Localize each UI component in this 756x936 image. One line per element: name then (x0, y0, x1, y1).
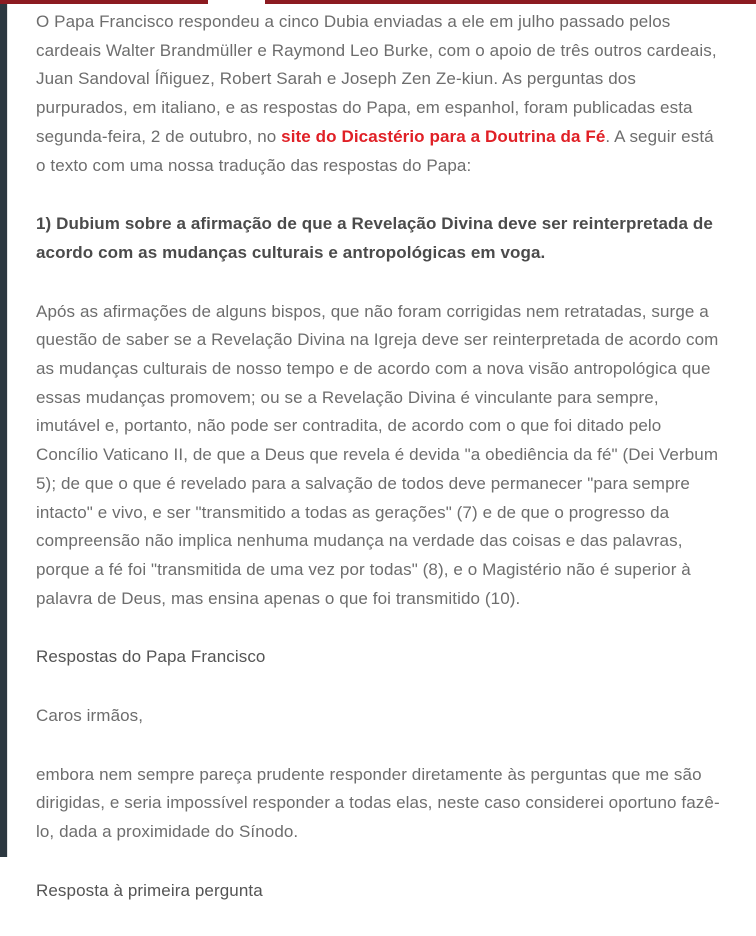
intro-paragraph (36, 8, 724, 180)
article-body (9, 4, 756, 936)
dubium-1-body-paragraph: Após as afirmações de alguns bispos, que não foram corrigidas nem retratadas, surge a questão de saber se a Revelação Divina na Igreja deve ser reinterpretada de acordo com as mudanças culturais de nosso tempo e de acordo com a nova visão antropológica que essas mudanças promovem; ou se a Revelação Divina é vinculante para sempre, imutável e, portanto, não pode ser contradita, de acordo com o que foi ditado pelo Concílio Vaticano II, de que a Deus que revela é devida "a obediência da fé" (Dei Verbum 5); de que o que é revelado para a salvação de todos deve permanecer "para sempre intacto" e vivo, e ser "transmitido a todas as gerações" (7) e de que o progresso da compreensão não implica nenhuma mudança na verdade das coisas e das palavras, porque a fé foi "transmitida de uma vez por todas" (8), e o Magistério não é superior à palavra de Deus, mas ensina apenas o que foi transmitido (10). (36, 301, 719, 608)
intro-text-before-link: O Papa Francisco respondeu a cinco Dubia enviadas a ele em julho passado pelos cardeais Walter Brandmüller e Raymond Leo Burke, com o apoio de três outros cardeais, Juan Sandoval Íñiguez, Robert Sarah e Joseph Zen Ze-kiun. As perguntas dos purpurados, em italiano, e as respostas do Papa, em espanhol, foram publicadas esta segunda-feira, 2 de outubro, no (36, 12, 717, 146)
response-intro-paragraph: embora nem sempre pareça prudente responder diretamente às perguntas que me são dirigidas, e seria impossível responder a todas elas, neste caso considerei oportuno fazê-lo, dada a proximidade do Sínodo. (36, 764, 720, 842)
intro-text-after-link: . A seguir está o texto com uma nossa tradução das respostas do Papa: (36, 126, 714, 175)
left-edge-bar (0, 0, 8, 857)
dicastery-site-link[interactable]: site do Dicastério para a Doutrina da Fé (281, 126, 606, 146)
top-accent-bar-right (265, 0, 756, 4)
salutation-paragraph: Caros irmãos, (36, 706, 144, 726)
responses-heading: Respostas do Papa Francisco (36, 647, 266, 667)
dubium-1-heading: 1) Dubium sobre a afirmação de que a Revelação Divina deve ser reinterpretada de acordo com as mudanças culturais e antropológicas em voga. (36, 214, 713, 262)
top-accent-bar-left (0, 0, 208, 4)
first-answer-heading: Resposta à primeira pergunta (36, 880, 263, 900)
